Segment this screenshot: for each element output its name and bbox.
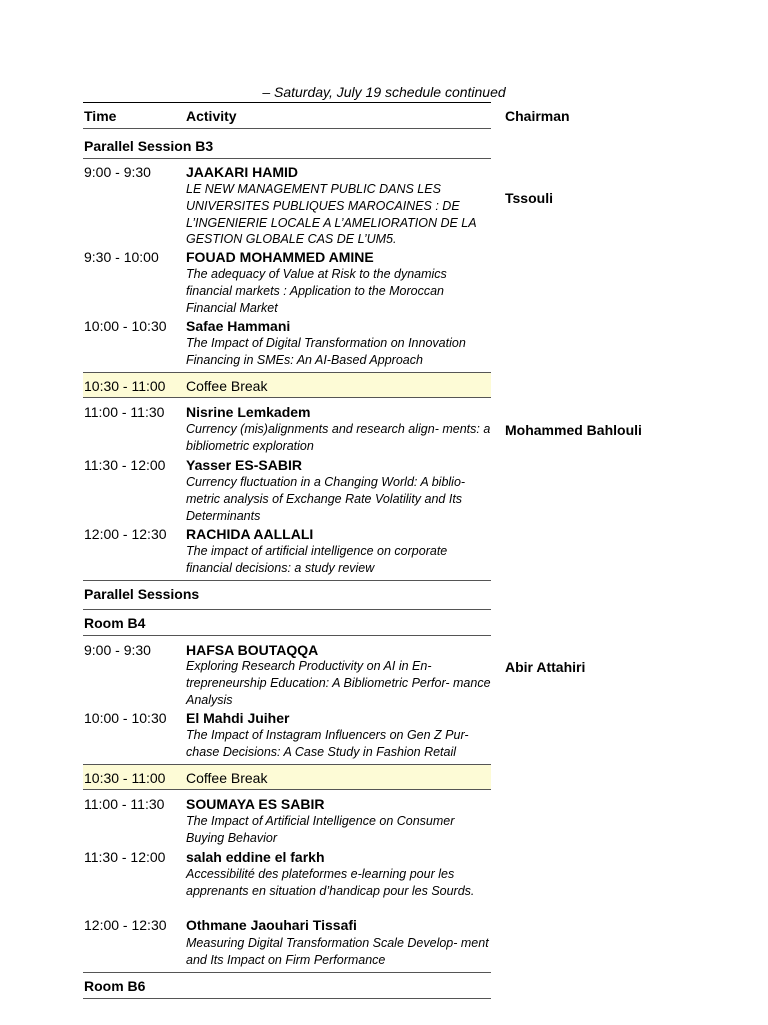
talk-title: Currency (mis)alignments and research align- ments: a bibliometric exploration bbox=[186, 422, 491, 453]
column-header-activity: Activity bbox=[186, 108, 237, 124]
speaker-name: SOUMAYA ES SABIR bbox=[186, 796, 325, 812]
speaker-name: Yasser ES-SABIR bbox=[186, 457, 302, 473]
chairman-name: Abir Attahiri bbox=[505, 659, 586, 675]
chairman-name: Tssouli bbox=[505, 190, 553, 206]
talk-title: Exploring Research Productivity on AI in En- trepreneurship Education: A Bibliometric Perfor- mance Analysis bbox=[186, 659, 491, 707]
break-rule-bottom bbox=[83, 397, 491, 398]
session-label: Parallel Session B3 bbox=[84, 138, 214, 154]
session-rule bbox=[83, 158, 491, 159]
break-label: Coffee Break bbox=[186, 770, 268, 786]
speaker-name: Nisrine Lemkadem bbox=[186, 404, 311, 420]
room-label: Room B6 bbox=[84, 978, 146, 994]
talk-time: 12:00 - 12:30 bbox=[84, 526, 167, 542]
column-header-time: Time bbox=[84, 108, 117, 124]
break-time: 10:30 - 11:00 bbox=[84, 770, 166, 786]
talk-title: Accessibilité des plateformes e-learning pour les apprenants en situation d’handicap pour les Sourds. bbox=[186, 867, 475, 898]
speaker-name: salah eddine el farkh bbox=[186, 849, 325, 865]
room-rule bbox=[83, 972, 491, 973]
talk-time: 11:00 - 11:30 bbox=[84, 796, 165, 812]
header-rule bbox=[83, 128, 491, 129]
talk-time: 9:00 - 9:30 bbox=[84, 164, 151, 180]
speaker-name: El Mahdi Juiher bbox=[186, 710, 290, 726]
speaker-name: HAFSA BOUTAQQA bbox=[186, 642, 319, 658]
break-rule-bottom bbox=[83, 789, 491, 790]
talk-time: 10:00 - 10:30 bbox=[84, 318, 167, 334]
column-header-chairman: Chairman bbox=[505, 108, 570, 124]
talk-title: The adequacy of Value at Risk to the dynamics financial markets : Application to the Moroccan Financial Market bbox=[186, 267, 447, 315]
talk-title: The Impact of Artificial Intelligence on Consumer Buying Behavior bbox=[186, 814, 455, 845]
talk-time: 10:00 - 10:30 bbox=[84, 710, 167, 726]
chairman-name: Mohammed Bahlouli bbox=[505, 422, 642, 438]
speaker-name: RACHIDA AALLALI bbox=[186, 526, 314, 542]
talk-title: Measuring Digital Transformation Scale Develop- ment and Its Impact on Firm Performance bbox=[186, 936, 489, 967]
speaker-name: Othmane Jaouhari Tissafi bbox=[186, 917, 357, 933]
talk-time: 12:00 - 12:30 bbox=[84, 917, 167, 933]
speaker-name: Safae Hammani bbox=[186, 318, 291, 334]
talk-title: The Impact of Digital Transformation on Innovation Financing in SMEs: An AI-Based Approach bbox=[186, 336, 466, 367]
speaker-name: FOUAD MOHAMMED AMINE bbox=[186, 249, 374, 265]
section-rule bbox=[83, 580, 491, 581]
break-label: Coffee Break bbox=[186, 378, 268, 394]
talk-time: 9:30 - 10:00 bbox=[84, 249, 159, 265]
break-time: 10:30 - 11:00 bbox=[84, 378, 166, 394]
talk-title: The impact of artificial intelligence on corporate financial decisions: a study review bbox=[186, 544, 448, 575]
room-rule bbox=[83, 998, 491, 999]
talk-time: 9:00 - 9:30 bbox=[84, 642, 151, 658]
section-rule bbox=[83, 609, 491, 610]
talk-title: LE NEW MANAGEMENT PUBLIC DANS LES UNIVERSITES PUBLIQUES MAROCAINES : DE L’INGENIERIE LOCALE A L’AMELIORATION DE LA GESTION GLOBALE CAS DE L’UM5. bbox=[186, 182, 477, 247]
talk-title: Currency fluctuation in a Changing World: A biblio- metric analysis of Exchange Rate Volatility and Its Determinants bbox=[186, 475, 466, 523]
speaker-name: JAAKARI HAMID bbox=[186, 164, 298, 180]
page-caption: – Saturday, July 19 schedule continued bbox=[262, 84, 506, 100]
talk-title: The Impact of Instagram Influencers on Gen Z Pur- chase Decisions: A Case Study in Fashion Retail bbox=[186, 728, 469, 759]
room-label: Room B4 bbox=[84, 615, 146, 631]
section-label: Parallel Sessions bbox=[84, 586, 200, 602]
talk-time: 11:00 - 11:30 bbox=[84, 404, 165, 420]
talk-time: 11:30 - 12:00 bbox=[84, 849, 166, 865]
top-rule bbox=[83, 102, 491, 103]
talk-time: 11:30 - 12:00 bbox=[84, 457, 166, 473]
room-rule bbox=[83, 635, 491, 636]
